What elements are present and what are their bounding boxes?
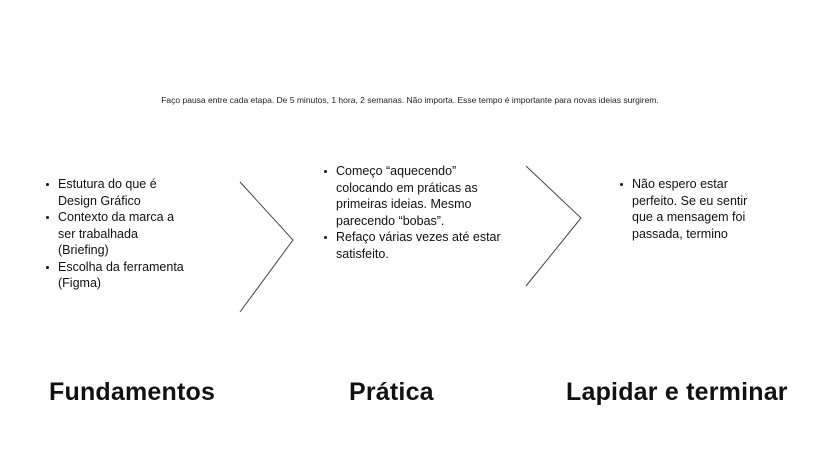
list-item: Não espero estar perfeito. Se eu sentir que a mensagem foi passada, termino <box>620 176 760 242</box>
stage-fundamentos-list <box>46 176 186 292</box>
list-item: Refaço várias vezes até estar satisfeito. <box>324 229 514 262</box>
stage-title-pratica: Prática <box>349 378 434 406</box>
chevron-right-arrow-2 <box>524 164 584 288</box>
list-item: Contexto da marca a ser trabalhada (Briefing) <box>46 209 186 259</box>
stage-lapidar-list <box>620 176 760 242</box>
list-item: Estutura do que é Design Gráfico <box>46 176 186 209</box>
list-item: Começo “aquecendo” colocando em práticas as primeiras ideias. Mesmo parecendo “bobas”. <box>324 163 514 229</box>
pause-note: Faço pausa entre cada etapa. De 5 minutos, 1 hora, 2 semanas. Não importa. Esse tempo é importante para novas ideias surgirem. <box>161 95 659 105</box>
stage-title-fundamentos: Fundamentos <box>49 378 216 406</box>
stage-pratica-list <box>324 163 514 262</box>
list-item: Escolha da ferramenta (Figma) <box>46 259 186 292</box>
chevron-right-arrow-1 <box>238 180 296 314</box>
stage-title-lapidar: Lapidar e terminar <box>566 378 788 406</box>
